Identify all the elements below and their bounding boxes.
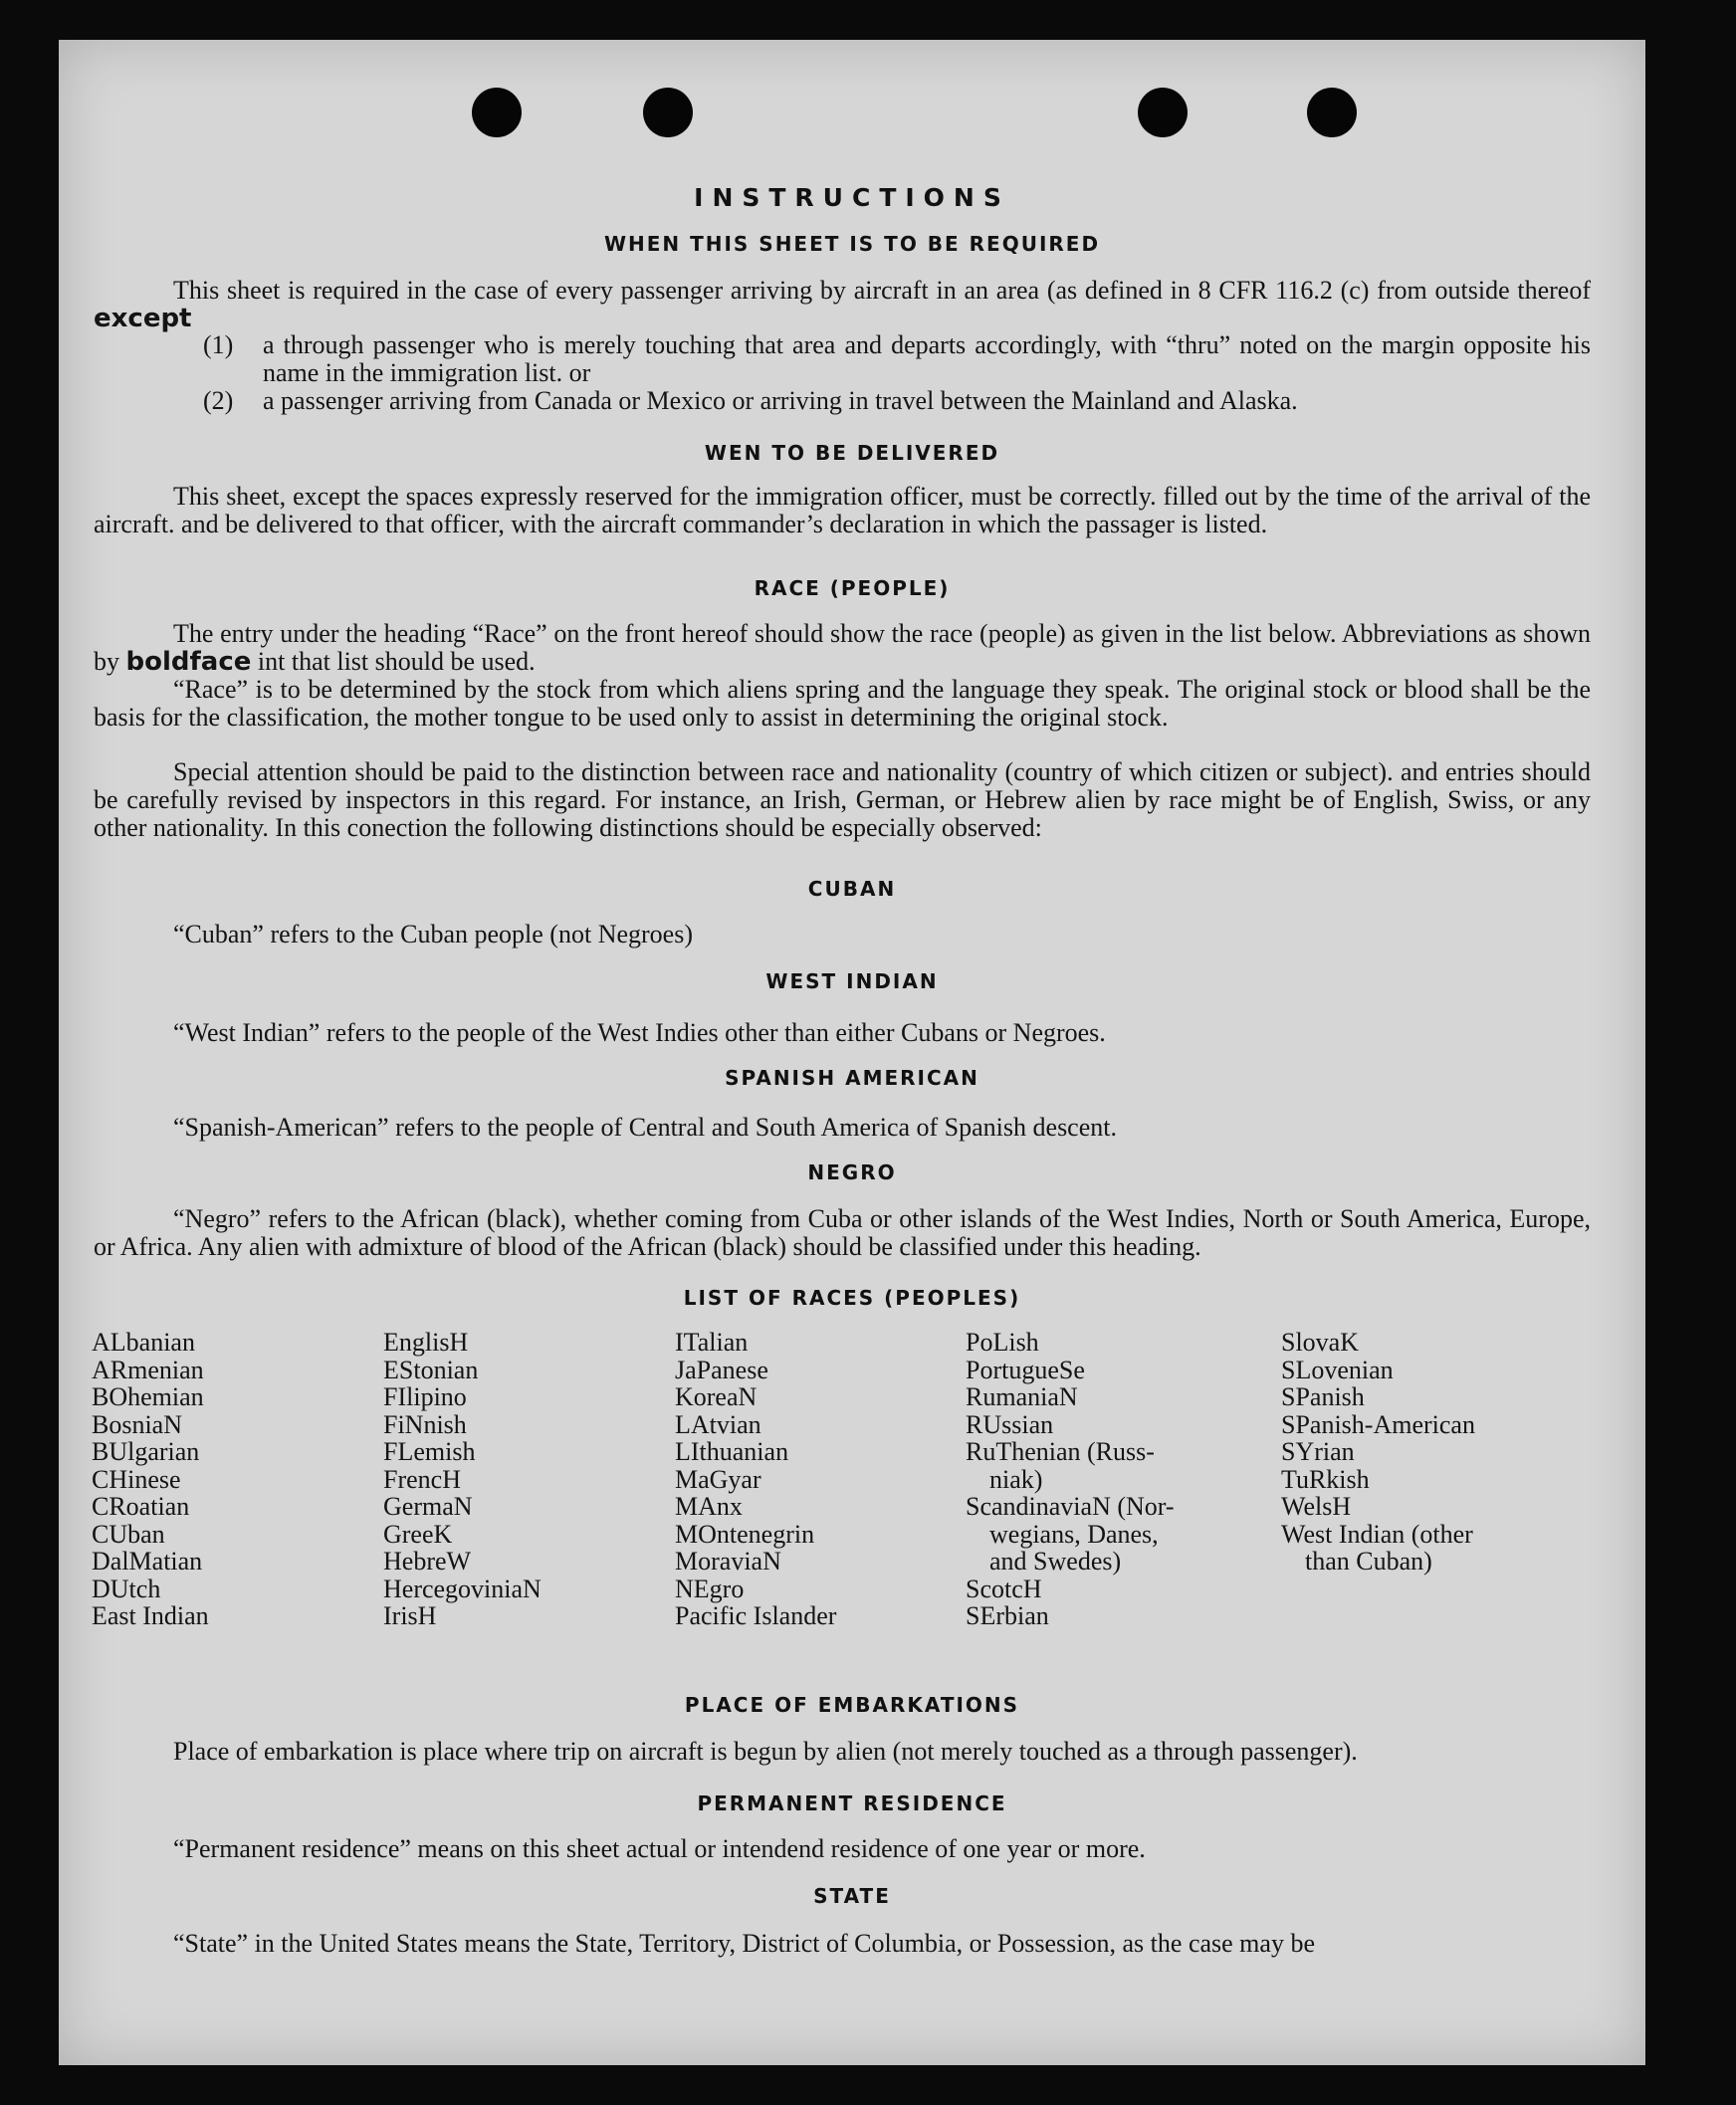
- when-required-heading: WHEN THIS SHEET IS TO BE REQUIRED: [603, 232, 1101, 256]
- cuban-paragraph: [94, 921, 1591, 948]
- race-item: BUlgarian: [92, 1437, 200, 1466]
- race-item: GermaN: [383, 1492, 473, 1521]
- except-keyword: except: [94, 304, 192, 333]
- instructions-heading: INSTRUCTIONS: [694, 183, 1010, 212]
- race-item: CRoatian: [92, 1492, 190, 1521]
- punch-hole: [1138, 88, 1188, 137]
- punch-hole: [1307, 88, 1357, 137]
- item-text: a through passenger who is merely touching that area and departs accordingly, with “thru” noted on the margin opposite his name in the immigration list. or: [263, 330, 1591, 387]
- state-text: “State” in the United States means the State, Territory, District of Columbia, or Possession, as the case may be: [173, 1929, 1315, 1958]
- race-item: GreeK: [383, 1519, 453, 1549]
- race-item: KoreaN: [675, 1382, 758, 1411]
- race-item: ALbanian: [92, 1328, 195, 1357]
- exception-item-2: [203, 387, 1591, 415]
- race-item: SPanish-American: [1281, 1409, 1475, 1439]
- item-text: a passenger arriving from Canada or Mexico or arriving in travel between the Mainland and Alaska.: [263, 386, 1298, 415]
- race-item: SPanish: [1281, 1382, 1365, 1411]
- residence-text: “Permanent residence” means on this sheet actual or intendend residence of one year or more.: [173, 1834, 1146, 1863]
- races-column-1: [92, 1329, 209, 1630]
- race-paragraph-3: [94, 758, 1591, 842]
- embarkation-text: Place of embarkation is place where trip on aircraft is begun by alien (not merely touched as a through passenger).: [173, 1737, 1358, 1766]
- race-item: West Indian (other: [1281, 1519, 1473, 1549]
- race-item: BosniaN: [92, 1409, 182, 1439]
- west-indian-paragraph: [94, 1019, 1591, 1047]
- race-item-continuation: than Cuban): [1305, 1547, 1432, 1576]
- race-item: East Indian: [92, 1601, 209, 1630]
- race-item: LAtvian: [675, 1409, 761, 1439]
- race-item-continuation: and Swedes): [989, 1547, 1122, 1576]
- race-item: WelsH: [1281, 1492, 1352, 1521]
- race-item: DalMatian: [92, 1547, 203, 1576]
- negro-paragraph: [94, 1205, 1591, 1261]
- negro-heading: NEGRO: [807, 1160, 897, 1184]
- race-paragraph-1: [94, 620, 1591, 676]
- race-item: SYrian: [1281, 1437, 1355, 1466]
- punch-hole: [472, 88, 522, 137]
- document-sheet: [59, 40, 1645, 2065]
- race-item: DUtch: [92, 1574, 161, 1603]
- west-indian-text: “West Indian” refers to the people of the West Indies other than either Cubans or Negroes.: [173, 1018, 1106, 1047]
- negro-text: “Negro” refers to the African (black), whether coming from Cuba or other islands of the West Indies, North or South America, Europe, or Africa. Any alien with admixture of blood of the African (black) should be classified under this heading.: [94, 1204, 1591, 1261]
- race-item: BOhemian: [92, 1382, 204, 1411]
- race-item: JaPanese: [675, 1355, 768, 1384]
- punch-hole: [643, 88, 693, 137]
- race-item: TuRkish: [1281, 1464, 1370, 1494]
- race-item: ScandinaviaN (Nor-: [966, 1492, 1175, 1521]
- race-item: ARmenian: [92, 1355, 204, 1384]
- race-text-1b: int that list should be used.: [257, 647, 536, 676]
- race-item-continuation: niak): [989, 1464, 1043, 1494]
- west-indian-heading: WEST INDIAN: [765, 969, 939, 993]
- cuban-heading: CUBAN: [807, 877, 897, 901]
- cuban-text: “Cuban” refers to the Cuban people (not Negroes): [173, 920, 693, 948]
- exception-item-1: [203, 331, 1591, 387]
- permanent-residence-heading: PERMANENT RESIDENCE: [697, 1791, 1007, 1815]
- race-item: PortugueSe: [966, 1355, 1085, 1384]
- boldface-keyword: boldface: [125, 647, 252, 677]
- race-item: IrisH: [383, 1601, 437, 1630]
- spanish-american-heading: SPANISH AMERICAN: [725, 1066, 979, 1090]
- race-item: EStonian: [383, 1355, 479, 1384]
- race-item: LIthuanian: [675, 1437, 789, 1466]
- spanish-american-text: “Spanish-American” refers to the people of Central and South America of Spanish descent.: [173, 1113, 1117, 1142]
- race-paragraph-2: [94, 676, 1591, 732]
- race-item: FLemish: [383, 1437, 476, 1466]
- race-item: MoraviaN: [675, 1547, 781, 1576]
- race-item: MOntenegrin: [675, 1519, 815, 1549]
- race-item: FrencH: [383, 1464, 461, 1494]
- race-item: CUban: [92, 1519, 165, 1549]
- race-item: RuThenian (Russ-: [966, 1437, 1155, 1466]
- race-text-1a: The entry under the heading “Race” on the front hereof should show the race (people) as given in the list below. Abbreviations as shown by: [94, 619, 1591, 676]
- race-item-continuation: wegians, Danes,: [989, 1519, 1159, 1549]
- races-column-5: [1281, 1329, 1475, 1576]
- races-column-3: [675, 1329, 836, 1630]
- race-item: EnglisH: [383, 1328, 469, 1357]
- races-column-2: [383, 1329, 542, 1630]
- item-number: (2): [203, 386, 234, 415]
- race-item: CHinese: [92, 1464, 181, 1494]
- state-heading: STATE: [813, 1884, 891, 1908]
- required-intro-text: This sheet is required in the case of every passenger arriving by aircraft in an area (as defined in 8 CFR 116.2 (c) from outside thereof: [173, 276, 1591, 305]
- race-item: PoLish: [966, 1328, 1039, 1357]
- residence-paragraph: [94, 1835, 1591, 1863]
- embarkation-paragraph: [94, 1738, 1591, 1766]
- race-item: MAnx: [675, 1492, 743, 1521]
- race-item: SlovaK: [1281, 1328, 1359, 1357]
- item-number: (1): [203, 330, 234, 359]
- race-item: MaGyar: [675, 1464, 761, 1494]
- required-intro-paragraph: [94, 277, 1591, 332]
- delivered-paragraph: [94, 483, 1591, 538]
- race-item: Pacific Islander: [675, 1601, 837, 1630]
- race-item: RumaniaN: [966, 1382, 1078, 1411]
- races-column-4: [966, 1329, 1175, 1630]
- race-item: FiNnish: [383, 1409, 467, 1439]
- place-of-embarkation-heading: PLACE OF EMBARKATIONS: [684, 1693, 1020, 1717]
- race-item: RUssian: [966, 1409, 1054, 1439]
- race-item: FIlipino: [383, 1382, 467, 1411]
- race-item: SErbian: [966, 1601, 1049, 1630]
- race-text-2: “Race” is to be determined by the stock from which aliens spring and the language they speak. The original stock or blood shall be the basis for the classification, the mother tongue to be used only to assist in determining the original stock.: [94, 675, 1591, 732]
- race-item: ITalian: [675, 1328, 749, 1357]
- race-heading: RACE (PEOPLE): [754, 576, 951, 600]
- race-item: NEgro: [675, 1574, 745, 1603]
- race-item: ScotcH: [966, 1574, 1042, 1603]
- race-item: HebreW: [383, 1547, 472, 1576]
- state-paragraph: [94, 1930, 1591, 1958]
- list-of-races-heading: LIST OF RACES (PEOPLES): [683, 1286, 1021, 1310]
- race-item: SLovenian: [1281, 1355, 1394, 1384]
- when-delivered-heading: WEN TO BE DELIVERED: [704, 441, 1000, 465]
- delivered-text: This sheet, except the spaces expressly reserved for the immigration officer, must be correctly. filled out by the time of the arrival of the aircraft. and be delivered to that officer, with the aircraft commander’s declaration in which the passager is listed.: [94, 482, 1591, 538]
- race-text-3: Special attention should be paid to the distinction between race and nationality (country of which citizen or subject). and entries should be carefully revised by inspectors in this regard. For instance, an Irish, German, or Hebrew alien by race might be of English, Swiss, or any other nationality. In this conection the following distinctions should be especially observed:: [94, 757, 1591, 842]
- spanish-american-paragraph: [94, 1114, 1591, 1142]
- race-item: HercegoviniaN: [383, 1574, 542, 1603]
